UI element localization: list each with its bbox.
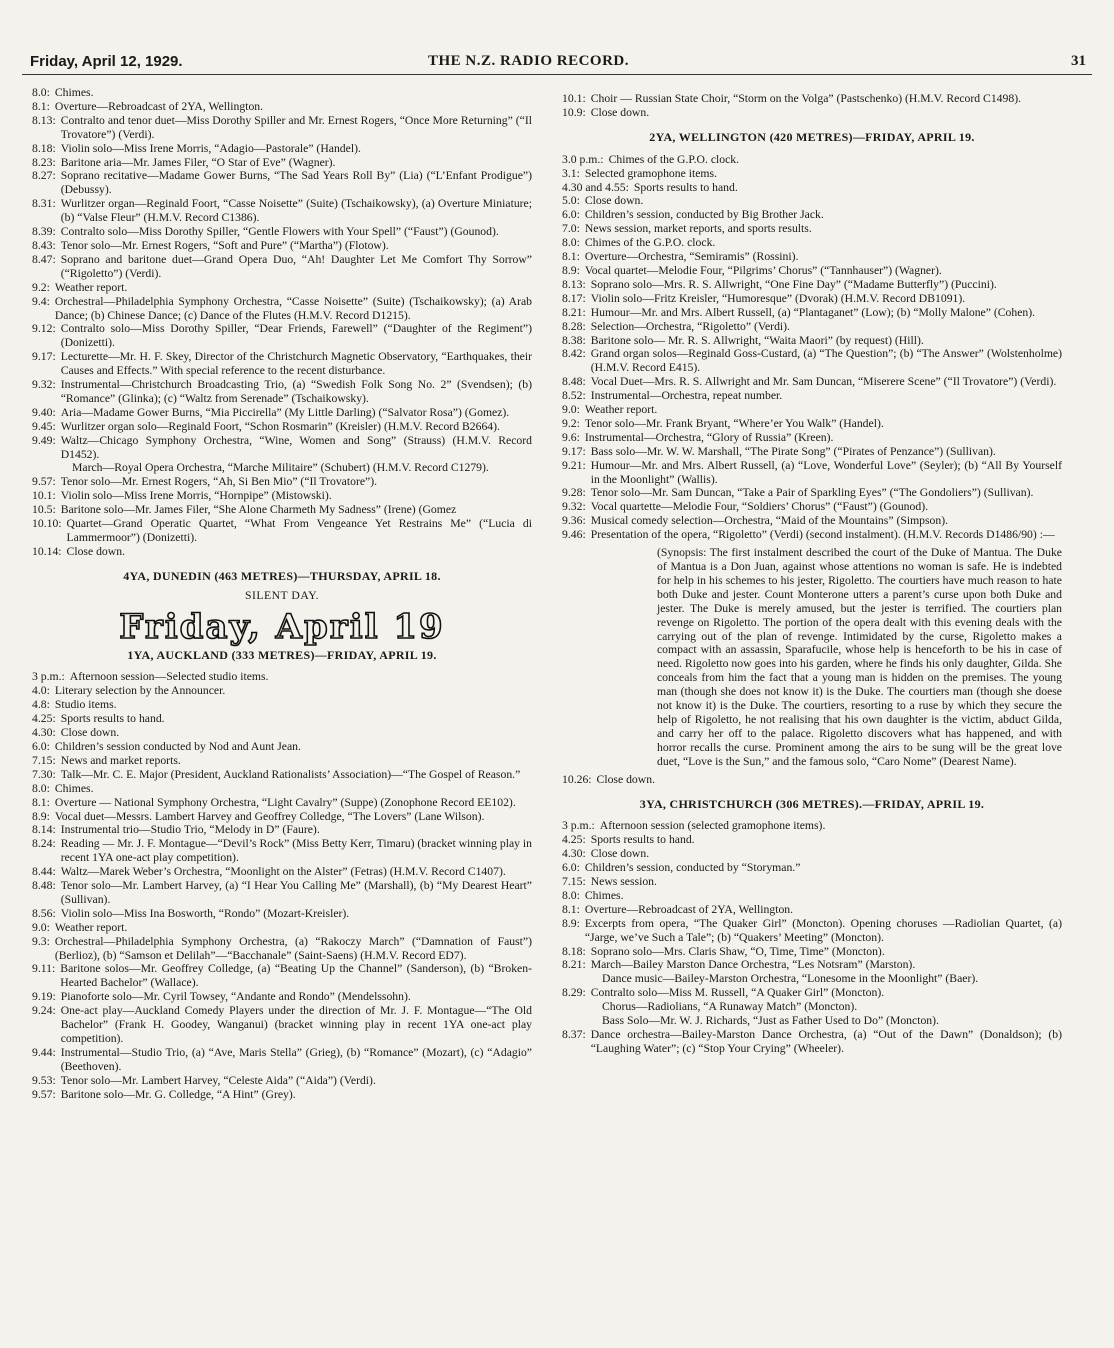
entry-text: Close down. [596, 772, 655, 786]
program-entry [32, 350, 532, 378]
entry-time: 8.52: [562, 389, 586, 403]
entry-text: Weather report. [584, 403, 658, 417]
entry-text: Wurlitzer organ solo—Reginald Foort, “Schon Rosmarin” (Kreisler) (H.M.V. Record B2664). [60, 419, 500, 433]
header-publication: THE N.Z. RADIO RECORD. [428, 53, 630, 69]
entry-time: 8.24: [32, 837, 56, 851]
entry-text: Selection—Orchestra, “Rigoletto” (Verdi). [590, 319, 790, 333]
entry-text: Orchestral—Philadelphia Symphony Orchestra, “Casse Noisette” (Suite) (Tschaikowsky); (a) Arab Dance; (b) Chinese Dance; (c) Dance of the Flutes (H.M.V. Record D1215). [54, 294, 532, 322]
entry-time: 6.0: [562, 208, 580, 222]
christchurch-program-list [562, 819, 1062, 972]
program-subentry: March—Royal Opera Orchestra, “Marche Militaire” (Schubert) (H.M.V. Record C1279). [72, 461, 489, 475]
program-entry [32, 670, 532, 684]
entry-text: Close down. [584, 194, 644, 208]
program-entry [32, 420, 532, 434]
program-entry [32, 823, 532, 837]
program-entry [562, 958, 1062, 972]
entry-text: Overture—Rebroadcast of 2YA, Wellington. [54, 99, 264, 113]
program-entry [562, 306, 1062, 320]
entry-time: 7.0: [562, 222, 580, 236]
entry-time: 8.9: [32, 809, 50, 823]
program-entry [32, 684, 532, 698]
entry-time: 8.0: [32, 86, 50, 99]
program-entry [32, 503, 532, 517]
entry-text: Humour—Mr. and Mrs. Albert Russell, (a) “Plantaganet” (Low); (b) “Molly Malone” (Cohen). [590, 305, 1036, 319]
program-entry [32, 1074, 532, 1088]
entry-text: Baritone solo—Mr. G. Colledge, “A Hint” (Grey). [60, 1087, 296, 1101]
program-entry [562, 403, 1062, 417]
entry-text: News session, market reports, and sports results. [584, 222, 812, 236]
header-page-number: 31 [1071, 53, 1086, 69]
entry-time: 8.1: [32, 795, 50, 809]
entry-time: 8.56: [32, 906, 56, 920]
entry-text: Violin solo—Miss Ina Bosworth, “Rondo” (Mozart-Kreisler). [60, 906, 350, 920]
program-entry [32, 796, 532, 810]
program-entry [32, 434, 532, 462]
program-entry [32, 837, 532, 865]
entry-text: Waltz—Chicago Symphony Orchestra, “Wine, Women and Song” (Strauss) (H.M.V. Record D1452). [60, 433, 532, 461]
program-entry [562, 445, 1062, 459]
entry-text: Talk—Mr. C. E. Major (President, Auckland Rationalists’ Association)—“The Gospel of Reason.” [60, 767, 521, 781]
program-entry [562, 264, 1062, 278]
program-entry [562, 92, 1062, 106]
entry-time: 8.48: [32, 879, 56, 893]
entry-time: 5.0: [562, 194, 580, 208]
entry-text: Children’s session, conducted by “Storyman.” [584, 861, 801, 875]
program-entry [32, 865, 532, 879]
entry-text: Close down. [590, 847, 650, 861]
program-entry [562, 334, 1062, 348]
program-subentry: Bass Solo—Mr. W. J. Richards, “Just as Father Used to Do” (Moncton). [602, 1014, 939, 1028]
entry-text: Overture—Rebroadcast of 2YA, Wellington. [584, 902, 794, 916]
program-entry [32, 1004, 532, 1046]
entry-text: Chimes. [54, 781, 94, 795]
entry-time: 9.45: [32, 419, 56, 433]
entry-text: March—Bailey Marston Dance Orchestra, “Les Notsram” (Marston). [590, 958, 916, 972]
entry-time: 9.53: [32, 1073, 56, 1087]
left-column [32, 86, 532, 1102]
program-entry [562, 875, 1062, 889]
program-entry [562, 236, 1062, 250]
program-entry [562, 222, 1062, 236]
entry-time: 9.11: [32, 962, 56, 976]
entry-text: News session. [590, 875, 657, 889]
entry-time: 9.57: [32, 475, 56, 489]
entry-time: 8.9: [562, 916, 580, 930]
entry-time: 10.1: [32, 489, 56, 503]
entry-text: Vocal Duet—Mrs. R. S. Allwright and Mr. Sam Duncan, “Miserere Scene” (“Il Trovatore”) (Verdi). [590, 375, 1057, 389]
entry-time: 9.32: [32, 378, 56, 392]
program-entry [32, 921, 532, 935]
entry-text: Chimes of the G.P.O. clock. [584, 236, 716, 250]
program-entry [562, 320, 1062, 334]
entry-text: Reading — Mr. J. F. Montague—“Devil’s Rock” (Miss Betty Kerr, Timaru) (bracket winning play in recent 1YA one-act play competition). [60, 837, 532, 865]
entry-text: Children’s session conducted by Nod and Aunt Jean. [54, 739, 301, 753]
program-entry [562, 986, 1062, 1000]
entry-time: 8.0: [562, 888, 580, 902]
entry-text: Bass solo—Mr. W. W. Marshall, “The Pirate Song” (“Pirates of Penzance”) (Sullivan). [590, 444, 996, 458]
entry-text: Studio items. [54, 698, 117, 712]
entry-time: 9.0: [32, 920, 50, 934]
entry-text: Vocal quartette—Melodie Four, “Soldiers’ Chorus” (“Faust”) (Gounod). [590, 500, 929, 514]
program-entry [32, 907, 532, 921]
program-entry [562, 903, 1062, 917]
entry-time: 9.28: [562, 486, 586, 500]
entry-text: Violin solo—Miss Irene Morris, “Adagio—Pastorale” (Handel). [60, 141, 361, 155]
entry-time: 8.18: [32, 141, 56, 155]
program-entry [32, 879, 532, 907]
entry-time: 8.28: [562, 319, 586, 333]
program-entry [562, 375, 1062, 389]
program-entry [562, 819, 1062, 833]
program-entry [562, 167, 1062, 181]
dunedin-subheading: SILENT DAY. [244, 588, 320, 602]
entry-text: Soprano solo—Mrs. R. S. Allwright, “One Fine Day” (“Madame Butterfly”) (Puccini). [590, 277, 997, 291]
program-entry [562, 292, 1062, 306]
entry-text: Dance orchestra—Bailey-Marston Dance Orchestra, (a) “Out of the Dawn” (Donaldson); (b) “Laughing Water”; (c) “Stop Your Crying” (Wheeler). [590, 1028, 1062, 1055]
entry-text: One-act play—Auckland Comedy Players under the direction of Mr. J. F. Montague—“The Old Bachelor” (Frank H. Goodey, Wanganui) (bracket winning play in recent 1YA one-act play competition). [60, 1004, 532, 1045]
rigoletto-synopsis: (Synopsis: The first instalment described the court of the Duke of Mantua. The Duke of Mantua is a Don Juan, against whose attentions no woman is safe. He is indebted for help in his schemes to his jester, Rigoletto. The courtiers have much reason to hate both Duke and jester. Count Monterone utters a parent’s curse upon both Duke and jester. The Duke is merely amused, but the jester is terrified. The courtiers plan revenge on Rigoletto. The portion of the opera dealt with this evening deals with the carrying out of the plan of revenge. Intimidated by the curse, Rigoletto makes a compact with an assassin, Sparafucile, whose help is henceforth to be his in case of need. Rigoletto now goes into his garden, where he finds his only daughter, Gilda. She conceals from him the fact that a young man is hidden on the premises. The young man (though she does not know it) is the Duke. The courtiers man (though she doese not know it) is the Duke. The courtiers, resorting to a ruse by which they secure the help of Rigoletto, he not realising that his own daughter is the victim, abduct Gilda, and carry her off to the palace. Rigoletto discovers what has happened, and with horror recalls the curse. Prominent among the airs to be sung will be the great love duet, “Love is the Sun,” and the famous solo, “Caro Nome” (Dearest Name). [657, 546, 1062, 768]
program-entry [32, 475, 532, 489]
auckland-program-list [32, 670, 532, 1101]
program-entry [562, 250, 1062, 264]
entry-text: Waltz—Marek Weber’s Orchestra, “Moonlight on the Alster” (Fetras) (H.M.V. Record C1407). [60, 865, 506, 879]
entry-time: 8.13: [562, 277, 586, 291]
entry-text: Instrumental—Christchurch Broadcasting Trio, (a) “Swedish Folk Song No. 2” (Svendsen); (b) “Romance” (Glinka); (c) “Waltz from Serenade” (Tschaikowsky). [60, 378, 532, 405]
entry-time: 8.18: [562, 944, 586, 958]
program-entry [32, 295, 532, 323]
entry-time: 8.0: [562, 236, 580, 250]
entry-text: Wurlitzer organ—Reginald Foort, “Casse Noisette” (Suite) (Tschaikowsky), (a) Overture Miniature; (b) “Valse Fleur” (H.M.V. Record C1386). [60, 197, 532, 225]
entry-text: Contralto solo—Miss Dorothy Spiller, “Dear Friends, Farewell” (“Daughter of the Regiment”) (Donizetti). [60, 322, 532, 350]
program-entry [32, 545, 532, 559]
program-entry [562, 917, 1062, 945]
program-list [562, 92, 1062, 120]
entry-text: Contralto solo—Miss M. Russell, “A Quaker Girl” (Moncton). [590, 986, 885, 1000]
entry-text: Instrumental—Orchestra, “Glory of Russia” (Kreen). [584, 430, 834, 444]
program-entry [32, 740, 532, 754]
program-entry [562, 347, 1062, 375]
entry-time: 8.9: [562, 263, 580, 277]
wellington-heading: 2YA, WELLINGTON (420 METRES)—FRIDAY, APRIL 19. [649, 129, 975, 144]
entry-time: 9.17: [562, 444, 586, 458]
program-entry [32, 378, 532, 406]
entry-time: 9.57: [32, 1087, 56, 1101]
entry-text: Chimes. [54, 86, 94, 99]
entry-time: 3.0 p.m.: [562, 152, 604, 166]
entry-text: Weather report. [54, 920, 128, 934]
program-entry [32, 698, 532, 712]
program-entry [562, 194, 1062, 208]
entry-text: Instrumental—Studio Trio, (a) “Ave, Maris Stella” (Grieg), (b) “Romance” (Mozart), (c) “Adagio” (Beethoven). [60, 1045, 532, 1073]
entry-time: 4.30 and 4.55: [562, 180, 629, 194]
program-entry [562, 459, 1062, 487]
entry-time: 8.38: [562, 333, 586, 347]
program-entry [562, 431, 1062, 445]
program-entry [562, 833, 1062, 847]
entry-time: 8.1: [32, 99, 50, 113]
program-entry [562, 861, 1062, 875]
entry-time: 8.29: [562, 986, 586, 1000]
program-entry [32, 114, 532, 142]
entry-text: Close down. [60, 726, 120, 740]
entry-time: 9.3: [32, 934, 50, 948]
program-entry [562, 278, 1062, 292]
entry-text: Tenor solo—Mr. Lambert Harvey, (a) “I Hear You Calling Me” (Marshall), (b) “My Dearest Heart” (Sullivan). [60, 879, 532, 906]
program-entry [562, 208, 1062, 222]
program-entry [32, 1088, 532, 1102]
entry-text: Chimes. [584, 888, 624, 902]
entry-text: Musical comedy selection—Orchestra, “Maid of the Mountains” (Simpson). [590, 514, 949, 528]
program-entry [32, 142, 532, 156]
program-entry [562, 945, 1062, 959]
entry-text: Choir — Russian State Choir, “Storm on the Volga” (Pastschenko) (H.M.V. Record C1498). [590, 92, 1022, 105]
entry-time: 4.25: [562, 833, 586, 847]
entry-time: 8.47: [32, 252, 56, 266]
program-entry [562, 486, 1062, 500]
program-entry [32, 281, 532, 295]
entry-time: 8.43: [32, 238, 56, 252]
page-header [30, 53, 1090, 75]
entry-time: 9.4: [32, 294, 50, 308]
entry-text: News and market reports. [60, 753, 181, 767]
program-entry [32, 782, 532, 796]
entry-time: 8.39: [32, 225, 56, 239]
entry-text: Lecturette—Mr. H. F. Skey, Director of the Christchurch Magnetic Observatory, “Earthquakes, their Causes and Effects.” With special reference to the recent disturbance. [60, 350, 532, 378]
header-date: Friday, April 12, 1929. [30, 53, 183, 70]
entry-time: 9.24: [32, 1004, 56, 1018]
entry-time: 8.1: [562, 250, 580, 264]
entry-time: 4.0: [32, 684, 50, 698]
entry-time: 10.14: [32, 544, 62, 558]
program-entry [32, 197, 532, 225]
entry-time: 8.48: [562, 375, 586, 389]
entry-time: 8.21: [562, 958, 586, 972]
program-entry [32, 322, 532, 350]
program-entry [32, 239, 532, 253]
entry-text: Sports results to hand. [633, 180, 738, 194]
program-entry [32, 712, 532, 726]
entry-time: 8.44: [32, 865, 56, 879]
program-entry [32, 100, 532, 114]
entry-time: 8.31: [32, 197, 56, 211]
entry-time: 8.21: [562, 305, 586, 319]
program-subentry: Dance music—Bailey-Marston Orchestra, “Lonesome in the Moonlight” (Baer). [602, 972, 979, 986]
entry-time: 4.30: [562, 847, 586, 861]
entry-text: Vocal duet—Messrs. Lambert Harvey and Geoffrey Colledge, “The Lovers” (Lane Wilson). [54, 809, 485, 823]
entry-text: Violin solo—Fritz Kreisler, “Humoresque” (Dvorak) (H.M.V. Record DB1091). [590, 291, 966, 305]
program-entry [32, 253, 532, 281]
program-entry [32, 726, 532, 740]
program-entry [32, 156, 532, 170]
program-entry [32, 768, 532, 782]
entry-time: 8.14: [32, 823, 56, 837]
entry-time: 4.25: [32, 712, 56, 726]
program-entry [562, 500, 1062, 514]
entry-text: Tenor solo—Mr. Ernest Rogers, “Ah, Si Ben Mio” (“Il Trovatore”). [60, 475, 378, 489]
entry-text: Soprano and baritone duet—Grand Opera Duo, “Ah! Daughter Let Me Comfort Thy Sorrow” (“Rigoletto”) (Verdi). [60, 252, 532, 280]
entry-text: Sports results to hand. [60, 712, 165, 726]
entry-time: 10.10: [32, 517, 62, 531]
entry-time: 3 p.m.: [562, 819, 595, 833]
program-entry [32, 517, 532, 545]
entry-time: 8.23: [32, 155, 56, 169]
entry-time: 9.0: [562, 403, 580, 417]
entry-text: Pianoforte solo—Mr. Cyril Towsey, “Andante and Rondo” (Mendelssohn). [60, 990, 411, 1004]
entry-text: Chimes of the G.P.O. clock. [608, 152, 740, 166]
entry-time: 9.40: [32, 405, 56, 419]
entry-text: Weather report. [54, 280, 128, 294]
entry-text: Overture — National Symphony Orchestra, “Light Cavalry” (Suppe) (Zonophone Record EE102). [54, 795, 516, 809]
entry-text: Contralto and tenor duet—Miss Dorothy Spiller and Mr. Ernest Rogers, “Once More Returning” (“Il Trovatore”) (Verdi). [60, 113, 532, 141]
entry-time: 9.12: [32, 322, 56, 336]
program-entry [32, 962, 532, 990]
entry-time: 4.8: [32, 698, 50, 712]
entry-time: 8.37: [562, 1028, 586, 1041]
entry-time: 6.0: [32, 739, 50, 753]
program-entry [32, 935, 532, 963]
entry-time: 8.27: [32, 169, 56, 183]
entry-time: 8.1: [562, 902, 580, 916]
entry-text: Close down. [590, 105, 650, 119]
entry-text: Quartet—Grand Operatic Quartet, “What From Vengeance Yet Restrains Me” (“Lucia di Lammermoor”) (Donizetti). [66, 517, 532, 544]
entry-text: Soprano recitative—Madame Gower Burns, “The Sad Years Roll By” (Lia) (“L’Enfant Prodigue”) (Debussy). [60, 169, 532, 197]
entry-time: 7.15: [32, 753, 56, 767]
program-entry [562, 773, 1062, 787]
entry-time: 10.1: [562, 92, 586, 105]
entry-text: Contralto solo—Miss Dorothy Spiller, “Gentle Flowers with Your Spell” (“Faust”) (Gounod). [60, 225, 499, 239]
entry-time: 6.0: [562, 861, 580, 875]
entry-time: 4.30: [32, 726, 56, 740]
entry-time: 7.30: [32, 767, 56, 781]
entry-text: Soprano solo—Mrs. Claris Shaw, “O, Time, Time” (Moncton). [590, 944, 885, 958]
entry-time: 10.5: [32, 503, 56, 517]
entry-time: 3 p.m.: [32, 670, 65, 684]
entry-text: Excerpts from opera, “The Quaker Girl” (Moncton). Opening choruses —Radiolian Quartet, (a) “Jarge, we’ve Such a Tale”; (b) “Quakers’ Meeting” (Moncton). [584, 916, 1062, 944]
program-entry [32, 1046, 532, 1074]
entry-text: Instrumental—Orchestra, repeat number. [590, 389, 783, 403]
entry-text: Presentation of the opera, “Rigoletto” (Verdi) (second instalment). (H.M.V. Records D1486/90) :— [590, 528, 1055, 542]
entry-text: Baritone solo— Mr. R. S. Allwright, “Waita Maori” (by request) (Hill). [590, 333, 924, 347]
entry-text: Baritone aria—Mr. James Filer, “O Star of Eve” (Wagner). [60, 155, 336, 169]
entry-text: Aria—Madame Gower Burns, “Mia Piccirella” (My Little Darling) (“Salvator Rosa”) (Gomez). [60, 405, 510, 419]
program-entry [562, 528, 1062, 542]
entry-time: 8.17: [562, 291, 586, 305]
dunedin-heading: 4YA, DUNEDIN (463 METRES)—THURSDAY, APRIL 18. [123, 568, 441, 583]
program-entry [32, 489, 532, 503]
entry-text: Sports results to hand. [590, 833, 695, 847]
program-entry [562, 1028, 1062, 1056]
entry-time: 9.32: [562, 500, 586, 514]
entry-text: Grand organ solos—Reginald Goss-Custard, (a) “The Question”; (b) “The Answer” (Wolstenholme) (H.M.V. Record E415). [590, 347, 1062, 375]
entry-time: 9.36: [562, 514, 586, 528]
entry-text: Baritone solo—Mr. James Filer, “She Alone Charmeth My Sadness” (Irene) (Gomez [60, 503, 457, 517]
entry-time: 9.49: [32, 433, 56, 447]
entry-time: 9.21: [562, 458, 586, 472]
entry-time: 3.1: [562, 166, 580, 180]
entry-text: Afternoon session—Selected studio items. [69, 670, 269, 684]
program-entry [562, 514, 1062, 528]
entry-text: Close down. [66, 544, 125, 558]
entry-text: Instrumental trio—Studio Trio, “Melody in D” (Faure). [60, 823, 320, 837]
program-entry [562, 106, 1062, 120]
program-subentry: Chorus—Radiolians, “A Runaway Match” (Moncton). [602, 1000, 858, 1014]
entry-time: 9.46: [562, 528, 586, 542]
program-list [32, 475, 532, 558]
entry-text: Overture—Orchestra, “Semiramis” (Rossini). [584, 250, 799, 264]
program-entry [32, 754, 532, 768]
entry-text: Baritone solos—Mr. Geoffrey Colledge, (a) “Beating Up the Channel” (Sanderson), (b) “Broken-Hearted Bachelor” (Wallace). [60, 962, 532, 990]
program-entry [32, 225, 532, 239]
entry-text: Afternoon session (selected gramophone items). [599, 819, 826, 833]
entry-time: 9.6: [562, 430, 580, 444]
entry-text: Children’s session, conducted by Big Brother Jack. [584, 208, 824, 222]
program-entry [32, 169, 532, 197]
entry-time: 9.2: [32, 280, 50, 294]
entry-time: 10.26: [562, 772, 592, 786]
entry-time: 8.0: [32, 781, 50, 795]
right-column [562, 92, 1062, 1056]
wellington-program-list [562, 153, 1062, 542]
program-entry [562, 389, 1062, 403]
entry-time: 9.19: [32, 990, 56, 1004]
program-entry [32, 406, 532, 420]
header-rule [22, 74, 1092, 75]
entry-time: 9.17: [32, 350, 56, 364]
entry-time: 8.13: [32, 113, 56, 127]
entry-text: Tenor solo—Mr. Lambert Harvey, “Celeste Aida” (“Aida”) (Verdi). [60, 1073, 376, 1087]
program-entry [562, 889, 1062, 903]
program-entry [562, 847, 1062, 861]
entry-text: Violin solo—Miss Irene Morris, “Hornpipe” (Mistowski). [60, 489, 332, 503]
entry-time: 10.9: [562, 105, 586, 119]
day-title: Friday, April 19 [119, 606, 445, 647]
program-entry [562, 181, 1062, 195]
entry-text: Tenor solo—Mr. Ernest Rogers, “Soft and Pure” (“Martha”) (Flotow). [60, 238, 389, 252]
program-entry [32, 990, 532, 1004]
entry-text: Tenor solo—Mr. Sam Duncan, “Take a Pair of Sparkling Eyes” (“The Gondoliers”) (Sullivan). [590, 486, 1034, 500]
entry-text: Vocal quartet—Melodie Four, “Pilgrims’ Chorus” (“Tannhauser”) (Wagner). [584, 263, 942, 277]
entry-time: 9.44: [32, 1045, 56, 1059]
program-entry [562, 417, 1062, 431]
entry-text: Literary selection by the Announcer. [54, 684, 226, 698]
program-entry [562, 153, 1062, 167]
auckland-heading: 1YA, AUCKLAND (333 METRES)—FRIDAY, APRIL 19. [127, 647, 437, 662]
program-entry [32, 86, 532, 100]
program-entry [32, 810, 532, 824]
program-list [32, 86, 532, 461]
christchurch-heading: 3YA, CHRISTCHURCH (306 METRES).—FRIDAY, APRIL 19. [639, 796, 985, 811]
wellington-program-end [562, 773, 1062, 787]
entry-time: 9.2: [562, 416, 580, 430]
entry-time: 7.15: [562, 875, 586, 889]
entry-time: 8.42: [562, 347, 586, 361]
entry-text: Selected gramophone items. [584, 166, 717, 180]
entry-text: Humour—Mr. and Mrs. Albert Russell, (a) “Love, Wonderful Love” (Seyler); (b) “All By Yourself in the Moonlight” (Wallis). [590, 458, 1062, 486]
entry-text: Tenor solo—Mr. Frank Bryant, “Where’er You Walk” (Handel). [584, 416, 884, 430]
entry-text: Orchestral—Philadelphia Symphony Orchestra, (a) “Rakoczy March” (“Damnation of Faust”) (Berlioz), (b) “Samson et Delilah”—“Bacchanale” (Saint-Saens) (H.M.V. Record ED7). [54, 934, 532, 962]
